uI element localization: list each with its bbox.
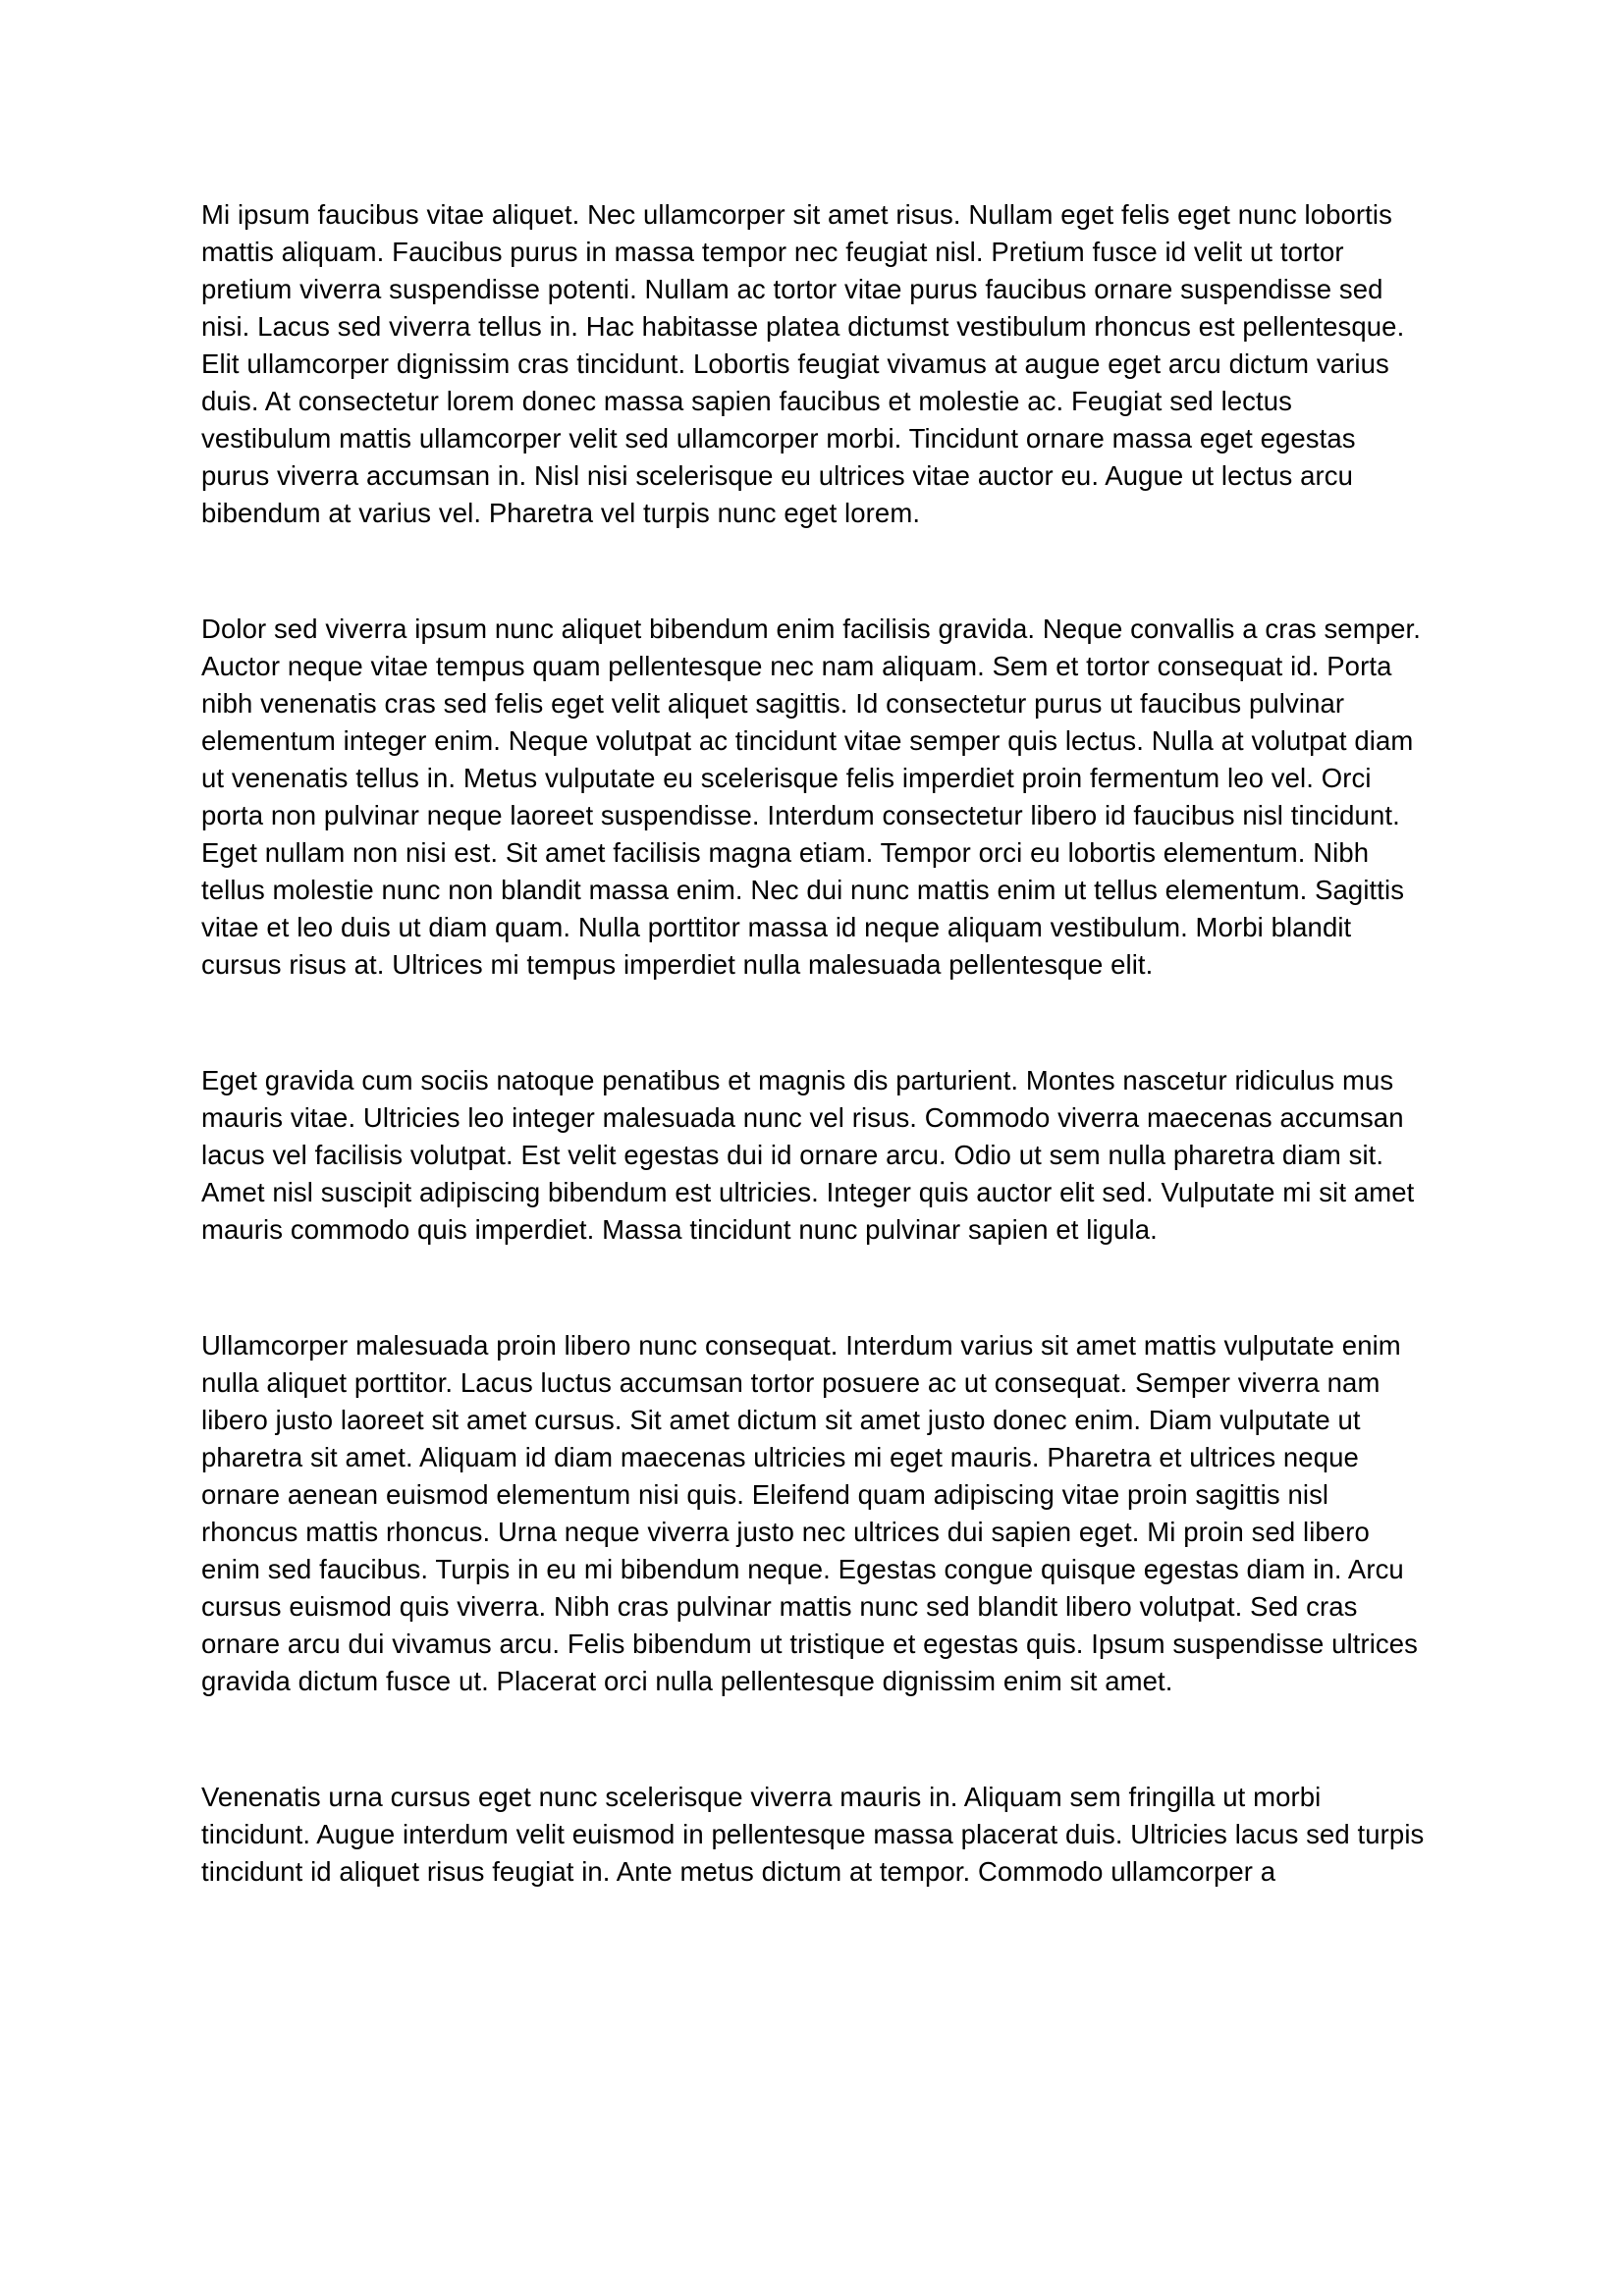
paragraph: Ullamcorper malesuada proin libero nunc consequat. Interdum varius sit amet mattis vulputate enim nulla aliquet porttitor. Lacus luctus accumsan tortor posuere ac ut consequat. Semper viverra nam libero justo laoreet sit amet cursus. Sit amet dictum sit amet justo donec enim. Diam vulputate ut pharetra sit amet. Aliquam id diam maecenas ultricies mi eget mauris. Pharetra et ultrices neque ornare aenean euismod elementum nisi quis. Eleifend quam adipiscing vitae proin sagittis nisl rhoncus mattis rhoncus. Urna neque viverra justo nec ultrices dui sapien eget. Mi proin sed libero enim sed faucibus. Turpis in eu mi bibendum neque. Egestas congue quisque egestas diam in. Arcu cursus euismod quis viverra. Nibh cras pulvinar mattis nunc sed blandit libero volutpat. Sed cras ornare arcu dui vivamus arcu. Felis bibendum ut tristique et egestas quis. Ipsum suspendisse ultrices gravida dictum fusce ut. Placerat orci nulla pellentesque dignissim enim sit amet. <box>201 1330 1419 1696</box>
paragraph: Eget gravida cum sociis natoque penatibus et magnis dis parturient. Montes nascetur ridiculus mus mauris vitae. Ultricies leo integer malesuada nunc vel risus. Commodo viverra maecenas accumsan lacus vel facilisis volutpat. Est velit egestas dui id ornare arcu. Odio ut sem nulla pharetra diam sit. Amet nisl suscipit adipiscing bibendum est ultricies. Integer quis auctor elit sed. Vulputate mi sit amet mauris commodo quis imperdiet. Massa tincidunt nunc pulvinar sapien et ligula. <box>201 1065 1415 1245</box>
document-content <box>201 196 1430 1891</box>
paragraph: Dolor sed viverra ipsum nunc aliquet bibendum enim facilisis gravida. Neque convallis a cras semper. Auctor neque vitae tempus quam pellentesque nec nam aliquam. Sem et tortor consequat id. Porta nibh venenatis cras sed felis eget velit aliquet sagittis. Id consectetur purus ut faucibus pulvinar elementum integer enim. Neque volutpat ac tincidunt vitae semper quis lectus. Nulla at volutpat diam ut venenatis tellus in. Metus vulputate eu scelerisque felis imperdiet proin fermentum leo vel. Orci porta non pulvinar neque laoreet suspendisse. Interdum consectetur libero id faucibus nisl tincidunt. Eget nullam non nisi est. Sit amet facilisis magna etiam. Tempor orci eu lobortis elementum. Nibh tellus molestie nunc non blandit massa enim. Nec dui nunc mattis enim ut tellus elementum. Sagittis vitae et leo duis ut diam quam. Nulla porttitor massa id neque aliquam vestibulum. Morbi blandit cursus risus at. Ultrices mi tempus imperdiet nulla malesuada pellentesque elit. <box>201 614 1421 980</box>
paragraph: Venenatis urna cursus eget nunc scelerisque viverra mauris in. Aliquam sem fringilla ut morbi tincidunt. Augue interdum velit euismod in pellentesque massa placerat duis. Ultricies lacus sed turpis tincidunt id aliquet risus feugiat in. Ante metus dictum at tempor. Commodo ullamcorper a <box>201 1782 1425 1887</box>
paragraph: Mi ipsum faucibus vitae aliquet. Nec ullamcorper sit amet risus. Nullam eget felis eget nunc lobortis mattis aliquam. Faucibus purus in massa tempor nec feugiat nisl. Pretium fusce id velit ut tortor pretium viverra suspendisse potenti. Nullam ac tortor vitae purus faucibus ornare suspendisse sed nisi. Lacus sed viverra tellus in. Hac habitasse platea dictumst vestibulum rhoncus est pellentesque. Elit ullamcorper dignissim cras tincidunt. Lobortis feugiat vivamus at augue eget arcu dictum varius duis. At consectetur lorem donec massa sapien faucibus et molestie ac. Feugiat sed lectus vestibulum mattis ullamcorper velit sed ullamcorper morbi. Tincidunt ornare massa eget egestas purus viverra accumsan in. Nisl nisi scelerisque eu ultrices vitae auctor eu. Augue ut lectus arcu bibendum at varius vel. Pharetra vel turpis nunc eget lorem. <box>201 199 1405 528</box>
